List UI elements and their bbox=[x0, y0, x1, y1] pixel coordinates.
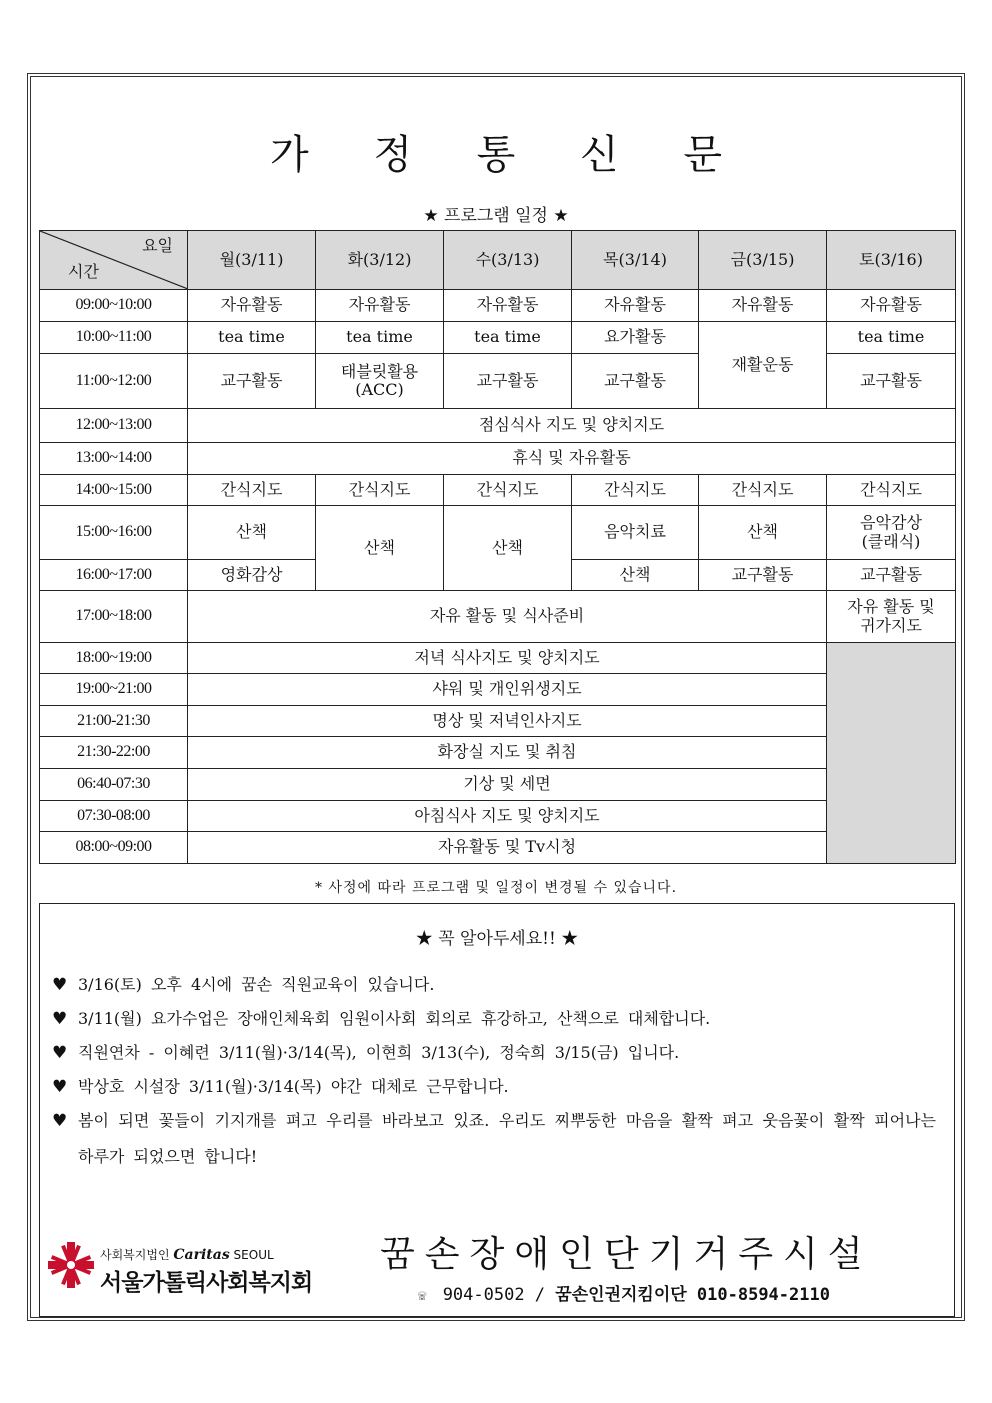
list-item bbox=[52, 1042, 936, 1064]
activity-line: 귀가지도 bbox=[860, 615, 922, 635]
time-cell: 09:00~10:00 bbox=[40, 290, 188, 322]
activity-line: (ACC) bbox=[355, 380, 404, 399]
time-cell: 15:00~16:00 bbox=[40, 506, 188, 560]
activity-cell: 교구활동 bbox=[444, 354, 572, 409]
heart-icon: ♥ bbox=[52, 975, 68, 995]
activity-cell: tea time bbox=[188, 322, 316, 354]
phone-number: 904-0502 / bbox=[442, 1285, 546, 1305]
time-cell: 08:00~09:00 bbox=[40, 832, 188, 864]
activity-cell: 교구활동 bbox=[699, 560, 827, 591]
day-header: 토(3/16) bbox=[827, 231, 956, 290]
activity-cell: 저녁 식사지도 및 양치지도 bbox=[188, 643, 827, 674]
activity-cell: 교구활동 bbox=[827, 560, 956, 591]
activity-cell: 교구활동 bbox=[572, 354, 699, 409]
time-cell: 12:00~13:00 bbox=[40, 409, 188, 443]
table-row bbox=[40, 475, 956, 506]
activity-cell: tea time bbox=[827, 322, 956, 354]
org-seoul-label: SEOUL bbox=[233, 1248, 274, 1262]
activity-cell: 요가활동 bbox=[572, 322, 699, 354]
activity-cell: 영화감상 bbox=[188, 560, 316, 591]
activity-cell: 자유 활동 및 식사준비 bbox=[188, 591, 827, 643]
time-cell: 21:00-21:30 bbox=[40, 706, 188, 737]
activity-cell: tea time bbox=[444, 322, 572, 354]
list-item bbox=[52, 1076, 936, 1098]
activity-cell bbox=[316, 354, 444, 409]
activity-cell: 교구활동 bbox=[188, 354, 316, 409]
saturday-blank-cell bbox=[827, 643, 956, 864]
day-header: 월(3/11) bbox=[188, 231, 316, 290]
table-row bbox=[40, 290, 956, 322]
time-cell: 14:00~15:00 bbox=[40, 475, 188, 506]
table-row bbox=[40, 706, 956, 737]
guardian-contact: 꿈손인권지킴이단 010-8594-2110 bbox=[555, 1285, 830, 1305]
corner-day-label: 요일 bbox=[142, 236, 173, 255]
activity-line: 자유 활동 및 bbox=[847, 597, 935, 617]
activity-cell: tea time bbox=[316, 322, 444, 354]
day-header: 화(3/12) bbox=[316, 231, 444, 290]
organization-logo bbox=[48, 1236, 318, 1306]
time-cell: 17:00~18:00 bbox=[40, 591, 188, 643]
table-row bbox=[40, 443, 956, 475]
activity-cell: 간식지도 bbox=[572, 475, 699, 506]
corner-time-label: 시간 bbox=[68, 261, 99, 281]
notice-text: 봄이 되면 꽃들이 기지개를 펴고 우리를 바라보고 있죠. 우리도 찌뿌둥한 마음을 활짝 펴고 웃음꽃이 활짝 피어나는 하루가 되었으면 합니다! bbox=[78, 1111, 936, 1166]
activity-line: 태블릿활용 bbox=[340, 361, 419, 381]
activity-cell: 간식지도 bbox=[188, 475, 316, 506]
activity-cell: 자유활동 bbox=[444, 290, 572, 322]
activity-cell: 음악치료 bbox=[572, 506, 699, 560]
page-title: 가 정 통 신 문 bbox=[269, 132, 749, 178]
org-subtitle bbox=[100, 1246, 274, 1263]
notice-box bbox=[39, 903, 955, 1317]
page-frame bbox=[27, 73, 965, 1321]
activity-cell: 자유활동 bbox=[188, 290, 316, 322]
activity-cell: 화장실 지도 및 취침 bbox=[188, 737, 827, 769]
schedule-footnote: * 사정에 따라 프로그램 및 일정이 변경될 수 있습니다. bbox=[314, 880, 678, 896]
heart-icon: ♥ bbox=[52, 1077, 68, 1097]
table-row bbox=[40, 591, 956, 643]
notice-text: 박상호 시설장 3/11(월)·3/14(목) 야간 대체로 근무합니다. bbox=[78, 1077, 509, 1096]
activity-cell: 간식지도 bbox=[444, 475, 572, 506]
org-small-label: 사회복지법인 bbox=[100, 1248, 170, 1262]
phone-icon: ☏ bbox=[418, 1288, 427, 1304]
activity-cell: 아침식사 지도 및 양치지도 bbox=[188, 801, 827, 832]
activity-cell bbox=[827, 591, 956, 643]
table-row bbox=[40, 801, 956, 832]
facility-name: 꿈손장애인단기거주시설 bbox=[380, 1234, 873, 1275]
activity-line: 음악감상 bbox=[860, 513, 922, 533]
notice-heading: ★ 꼭 알아두세요!! ★ bbox=[415, 929, 579, 949]
activity-cell: 점심식사 지도 및 양치지도 bbox=[188, 409, 956, 443]
schedule-table bbox=[39, 230, 956, 864]
activity-cell: 자유활동 bbox=[827, 290, 956, 322]
day-header: 수(3/13) bbox=[444, 231, 572, 290]
list-item bbox=[52, 974, 936, 996]
activity-cell: 간식지도 bbox=[316, 475, 444, 506]
time-cell: 18:00~19:00 bbox=[40, 643, 188, 674]
activity-cell: 간식지도 bbox=[699, 475, 827, 506]
activity-cell: 자유활동 bbox=[316, 290, 444, 322]
activity-cell bbox=[827, 506, 956, 560]
activity-cell: 산책 bbox=[444, 506, 572, 591]
activity-cell: 산책 bbox=[316, 506, 444, 591]
time-cell: 11:00~12:00 bbox=[40, 354, 188, 409]
activity-cell: 기상 및 세면 bbox=[188, 769, 827, 801]
table-row bbox=[40, 322, 956, 354]
list-item bbox=[52, 1110, 936, 1175]
heart-icon: ♥ bbox=[52, 1009, 68, 1029]
activity-cell: 산책 bbox=[699, 506, 827, 560]
schedule-heading: ★ 프로그램 일정 ★ bbox=[423, 206, 569, 226]
table-row bbox=[40, 643, 956, 674]
corner-cell bbox=[40, 231, 188, 290]
time-cell: 16:00~17:00 bbox=[40, 560, 188, 591]
org-name: 서울가톨릭사회복지회 bbox=[100, 1270, 313, 1296]
activity-cell: 자유활동 bbox=[572, 290, 699, 322]
list-item bbox=[52, 1008, 936, 1030]
time-cell: 07:30-08:00 bbox=[40, 801, 188, 832]
activity-cell: 명상 및 저녁인사지도 bbox=[188, 706, 827, 737]
table-header-row bbox=[40, 231, 956, 290]
activity-cell: 샤워 및 개인위생지도 bbox=[188, 674, 827, 706]
table-row bbox=[40, 506, 956, 560]
table-row bbox=[40, 737, 956, 769]
day-header: 금(3/15) bbox=[699, 231, 827, 290]
table-row bbox=[40, 674, 956, 706]
time-cell: 13:00~14:00 bbox=[40, 443, 188, 475]
activity-line: (클래식) bbox=[861, 531, 921, 551]
table-row bbox=[40, 409, 956, 443]
activity-cell: 자유활동 bbox=[699, 290, 827, 322]
activity-cell: 간식지도 bbox=[827, 475, 956, 506]
activity-cell: 자유활동 및 Tv시청 bbox=[188, 832, 827, 864]
notice-text: 3/16(토) 오후 4시에 꿈손 직원교육이 있습니다. bbox=[78, 975, 435, 994]
contact-line bbox=[418, 1280, 830, 1305]
heart-icon: ♥ bbox=[52, 1111, 68, 1131]
heart-icon: ♥ bbox=[52, 1043, 68, 1063]
table-row bbox=[40, 832, 956, 864]
activity-cell: 산책 bbox=[188, 506, 316, 560]
notice-text: 직원연차 - 이혜련 3/11(월)·3/14(목), 이현희 3/13(수), 정숙희 3/15(금) 입니다. bbox=[78, 1043, 680, 1062]
activity-cell: 재활운동 bbox=[699, 322, 827, 409]
table-row bbox=[40, 769, 956, 801]
time-cell: 21:30-22:00 bbox=[40, 737, 188, 769]
activity-cell: 교구활동 bbox=[827, 354, 956, 409]
activity-cell: 휴식 및 자유활동 bbox=[188, 443, 956, 475]
notice-list bbox=[52, 974, 936, 1187]
org-caritas-label: Caritas bbox=[173, 1247, 230, 1263]
activity-cell: 산책 bbox=[572, 560, 699, 591]
caritas-cross-icon bbox=[48, 1242, 94, 1288]
notice-text: 3/11(월) 요가수업은 장애인체육회 임원이사회 회의로 휴강하고, 산책으로 대체합니다. bbox=[78, 1009, 711, 1028]
time-cell: 10:00~11:00 bbox=[40, 322, 188, 354]
time-cell: 19:00~21:00 bbox=[40, 674, 188, 706]
time-cell: 06:40-07:30 bbox=[40, 769, 188, 801]
page-inner-frame bbox=[30, 76, 962, 1318]
day-header: 목(3/14) bbox=[572, 231, 699, 290]
